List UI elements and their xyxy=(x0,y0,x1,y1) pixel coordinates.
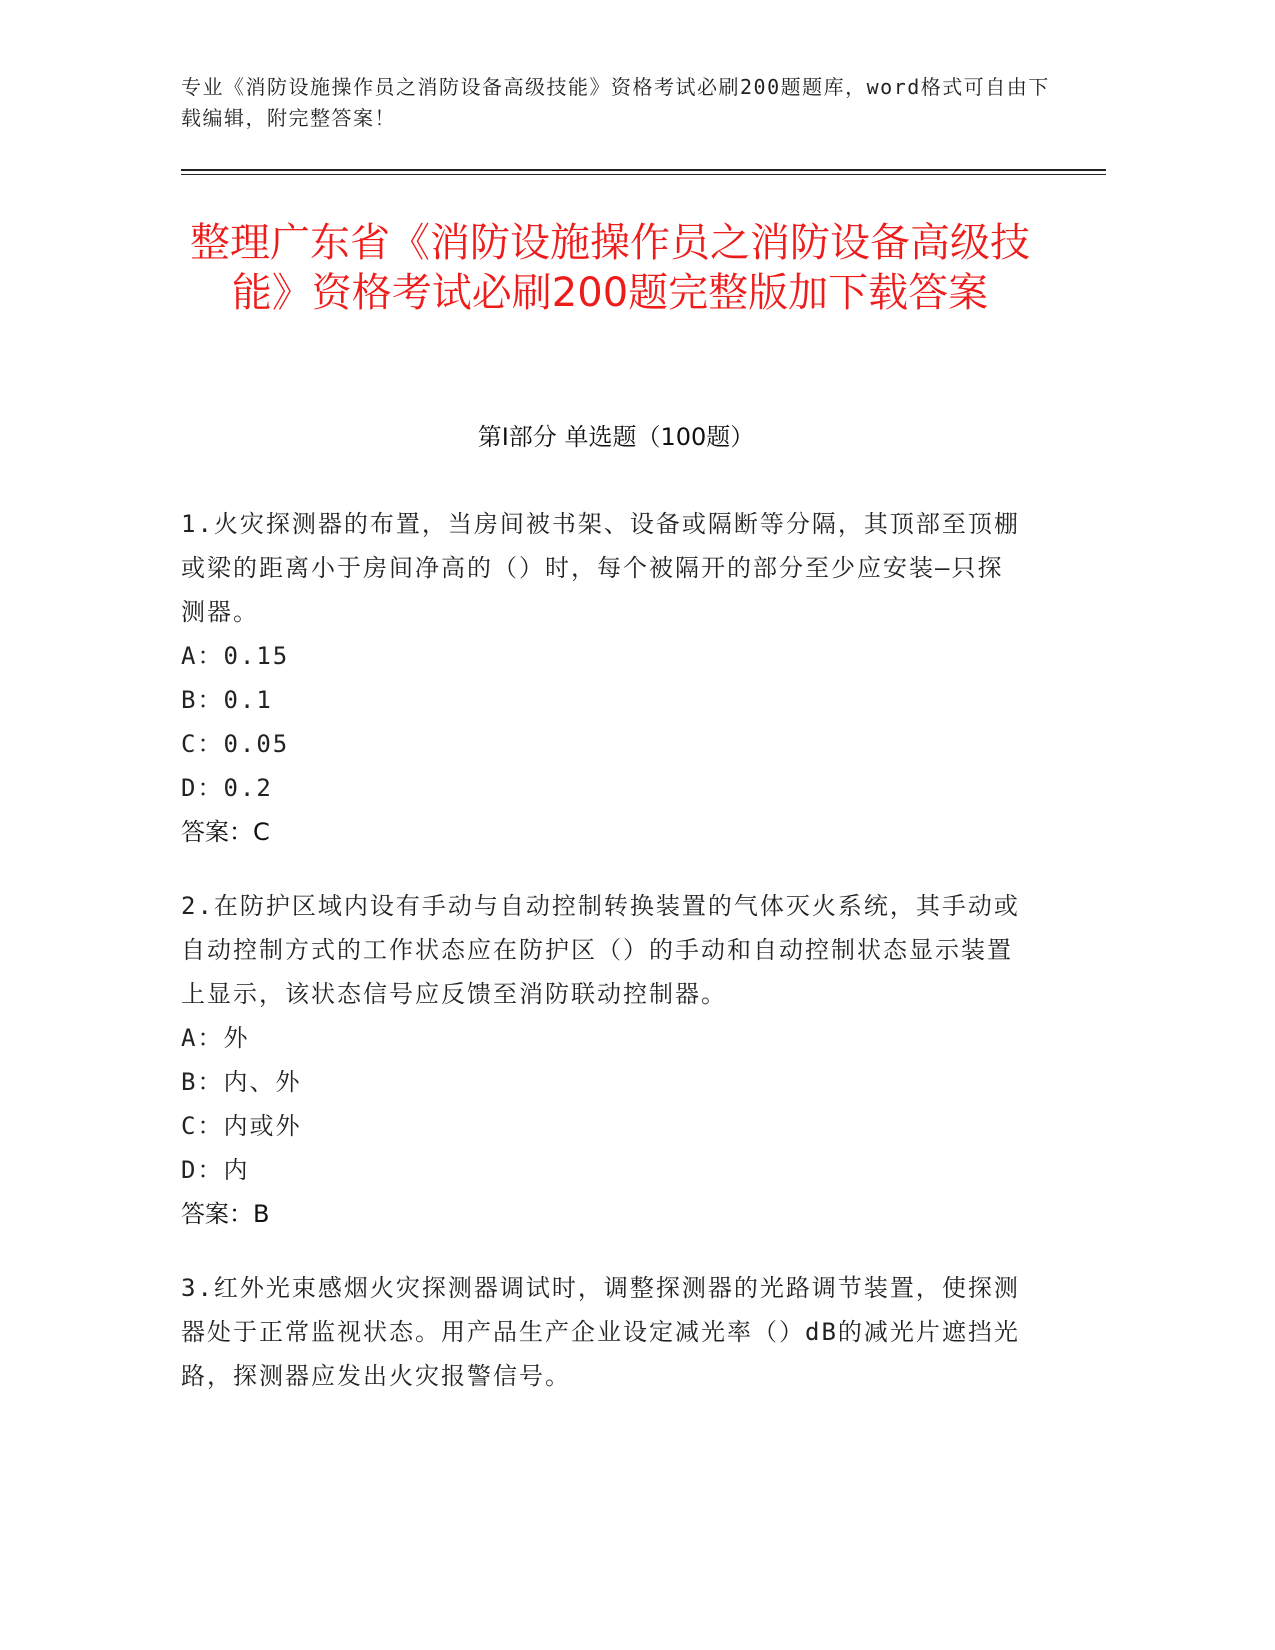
question-list xyxy=(181,502,1026,1428)
option-d: D：内 xyxy=(181,1156,250,1184)
answer: 答案：B xyxy=(181,1200,270,1228)
answer: 答案：C xyxy=(181,818,270,846)
option-c: C：0.05 xyxy=(181,730,290,758)
header-divider-thin xyxy=(181,174,1106,175)
section-title: 第I部分 单选题（100题） xyxy=(477,423,755,451)
option-b: B：0.1 xyxy=(181,686,273,714)
document-title: 整理广东省《消防设施操作员之消防设备高级技能》资格考试必刷200题完整版加下载答案 xyxy=(190,220,1030,316)
option-a: A：外 xyxy=(181,1024,250,1052)
option-a: A：0.15 xyxy=(181,642,290,670)
option-d: D：0.2 xyxy=(181,774,273,802)
question-1 xyxy=(181,502,1026,854)
question-text: 1.火灾探测器的布置，当房间被书架、设备或隔断等分隔，其顶部至顶棚或梁的距离小于房间净高的（）时，每个被隔开的部分至少应安装—只探测器。 xyxy=(181,510,1020,626)
question-text: 2.在防护区域内设有手动与自动控制转换装置的气体灭火系统，其手动或自动控制方式的工作状态应在防护区（）的手动和自动控制状态显示装置上显示，该状态信号应反馈至消防联动控制器。 xyxy=(181,892,1020,1008)
header-note: 专业《消防设施操作员之消防设备高级技能》资格考试必刷200题题库，word格式可自由下载编辑，附完整答案！ xyxy=(181,75,1050,130)
option-c: C：内或外 xyxy=(181,1112,302,1140)
option-b: B：内、外 xyxy=(181,1068,302,1096)
question-2 xyxy=(181,884,1026,1236)
question-text: 3.红外光束感烟火灾探测器调试时，调整探测器的光路调节装置，使探测器处于正常监视状态。用产品生产企业设定减光率（）dB的减光片遮挡光路，探测器应发出火灾报警信号。 xyxy=(181,1274,1020,1390)
header-divider-thick xyxy=(181,169,1106,171)
question-3 xyxy=(181,1266,1026,1398)
